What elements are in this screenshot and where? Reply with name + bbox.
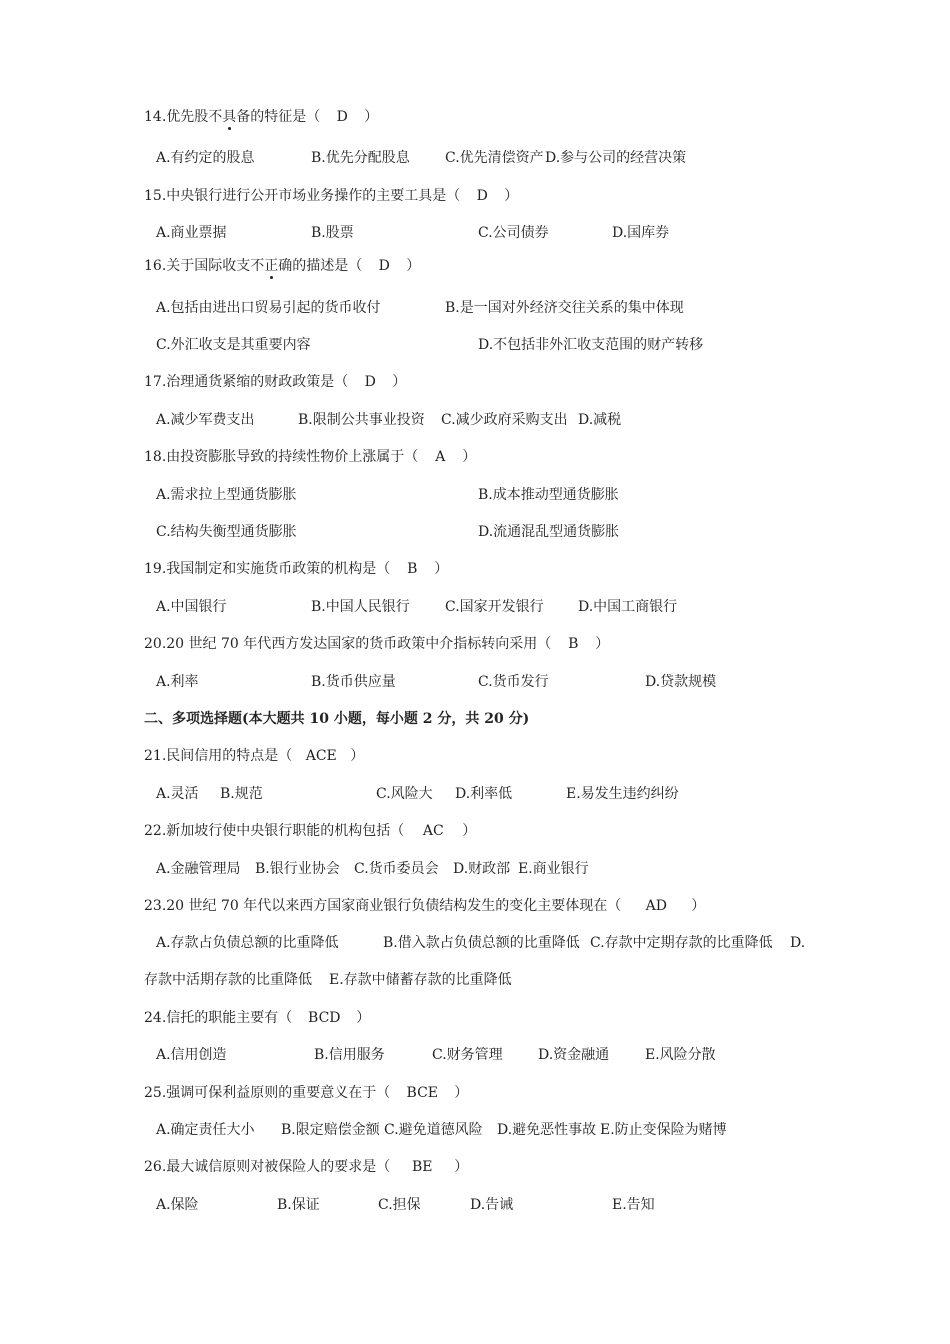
option: E.风险分散	[645, 1047, 716, 1063]
option: C.货币委员会	[354, 861, 439, 877]
question-14-stem: 14.优先股不具备的特征是（ D ）	[144, 109, 379, 125]
option: D.不包括非外汇收支范围的财产转移	[478, 337, 704, 353]
answer: ACE	[305, 748, 337, 764]
option: E.易发生违约纠纷	[566, 786, 679, 802]
option: B.限定赔偿金额	[281, 1122, 380, 1138]
option: B.保证	[277, 1197, 320, 1213]
option: D.贷款规模	[645, 674, 717, 690]
question-18-stem: 18.由投资膨胀导致的持续性物价上涨属于（ A ）	[144, 449, 477, 465]
option: A.有约定的股息	[156, 150, 255, 166]
option: C.减少政府采购支出	[441, 412, 568, 428]
option: D.利率低	[455, 786, 513, 802]
question-16-stem: 16.关于国际收支不正确的描述是（ D ）	[144, 258, 421, 274]
option: B.股票	[311, 225, 354, 241]
option: A.保险	[156, 1197, 199, 1213]
answer: A	[435, 449, 446, 465]
option: B.规范	[220, 786, 263, 802]
option: C.外汇收支是其重要内容	[156, 337, 311, 353]
option: A.商业票据	[156, 225, 227, 241]
question-19-stem: 19.我国制定和实施货币政策的机构是（ B ）	[144, 561, 449, 577]
option: C.担保	[378, 1197, 421, 1213]
option: D.减税	[578, 412, 622, 428]
answer: BE	[412, 1159, 433, 1175]
emphasis-text: 不正确	[250, 258, 293, 274]
option: C.避免道德风险	[384, 1122, 483, 1138]
option: A.需求拉上型通货膨胀	[156, 487, 297, 503]
option: C.结构失衡型通货膨胀	[156, 524, 297, 540]
option: B.信用服务	[314, 1047, 385, 1063]
option: A.利率	[156, 674, 199, 690]
emphasis-text: 不具备	[208, 109, 251, 125]
option: D.中国工商银行	[578, 599, 678, 615]
question-21-stem: 21.民间信用的特点是（ ACE ）	[144, 748, 365, 764]
option: E.防止变保险为赌博	[600, 1122, 727, 1138]
option: A.中国银行	[156, 599, 227, 615]
answer: BCE	[406, 1085, 438, 1101]
option: A.确定责任大小	[156, 1122, 255, 1138]
option: D.避免恶性事故	[497, 1122, 597, 1138]
option: D.参与公司的经营决策	[545, 150, 687, 166]
option: B.是一国对外经济交往关系的集中体现	[445, 300, 684, 316]
option: A.灵活	[156, 786, 199, 802]
question-24-stem: 24.信托的职能主要有（ BCD ）	[144, 1010, 371, 1026]
option: C.存款中定期存款的比重降低	[590, 935, 773, 951]
answer: AC	[422, 823, 444, 839]
answer: D	[476, 188, 488, 204]
option: D.	[790, 935, 806, 951]
question-17-stem: 17.治理通货紧缩的财政政策是（ D ）	[144, 374, 407, 390]
answer: D	[378, 258, 390, 274]
answer: AD	[645, 898, 667, 914]
option: C.国家开发银行	[445, 599, 544, 615]
option: E.告知	[612, 1197, 655, 1213]
section-heading: 二、多项选择题(本大题共 10 小题，每小题 2 分，共 20 分)	[144, 711, 530, 727]
option: A.金融管理局	[156, 861, 241, 877]
question-23-stem: 23.20 世纪 70 年代以来西方国家商业银行负债结构发生的变化主要体现在（ AD ）	[144, 898, 706, 914]
question-25-stem: 25.强调可保利益原则的重要意义在于（ BCE ）	[144, 1085, 469, 1101]
option: B.货币供应量	[311, 674, 396, 690]
answer: D	[364, 374, 376, 390]
answer: BCD	[308, 1010, 341, 1026]
option-continued: 存款中活期存款的比重降低	[144, 972, 312, 988]
option: A.包括由进出口贸易引起的货币收付	[156, 300, 381, 316]
option: E.存款中储蓄存款的比重降低	[329, 972, 512, 988]
option: D.财政部	[453, 861, 511, 877]
option: D.流通混乱型通货膨胀	[478, 524, 620, 540]
option: A.存款占负债总额的比重降低	[156, 935, 339, 951]
option: B.借入款占负债总额的比重降低	[383, 935, 580, 951]
option: C.财务管理	[432, 1047, 503, 1063]
option: A.减少军费支出	[156, 412, 255, 428]
answer: B	[407, 561, 418, 577]
option: B.中国人民银行	[311, 599, 410, 615]
option: C.风险大	[376, 786, 433, 802]
option: C.货币发行	[478, 674, 549, 690]
answer: B	[568, 636, 579, 652]
option: E.商业银行	[518, 861, 589, 877]
option: B.银行业协会	[255, 861, 340, 877]
option: C.优先清偿资产	[445, 150, 544, 166]
option: A.信用创造	[156, 1047, 227, 1063]
option: B.成本推动型通货膨胀	[478, 487, 619, 503]
question-15-stem: 15.中央银行进行公开市场业务操作的主要工具是（ D ）	[144, 188, 519, 204]
question-20-stem: 20.20 世纪 70 年代西方发达国家的货币政策中介指标转向采用（ B ）	[144, 636, 610, 652]
option: D.资金融通	[538, 1047, 610, 1063]
option: C.公司债券	[478, 225, 549, 241]
question-26-stem: 26.最大诚信原则对被保险人的要求是（ BE ）	[144, 1159, 469, 1175]
option: B.优先分配股息	[311, 150, 410, 166]
option: D.国库券	[612, 225, 670, 241]
option: B.限制公共事业投资	[298, 412, 425, 428]
question-22-stem: 22.新加坡行使中央银行职能的机构包括（ AC ）	[144, 823, 477, 839]
option: D.告诫	[470, 1197, 514, 1213]
answer: D	[336, 109, 348, 125]
